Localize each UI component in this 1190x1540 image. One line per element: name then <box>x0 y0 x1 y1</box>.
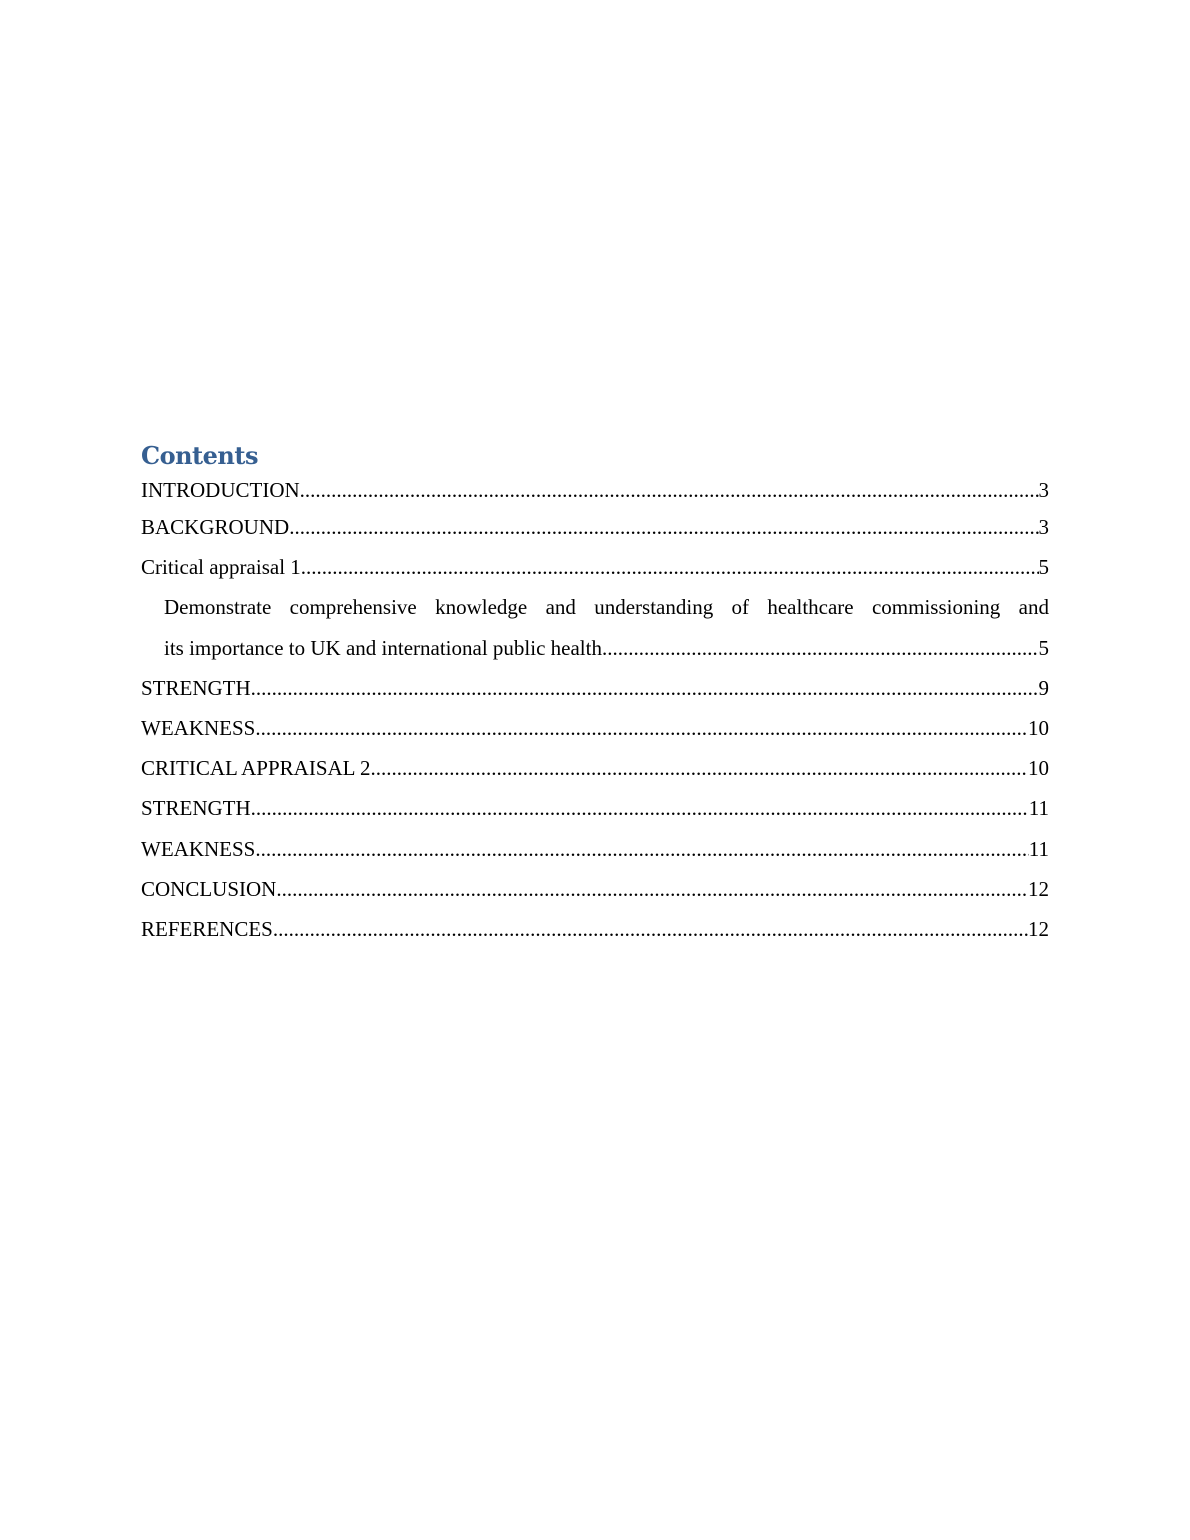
toc-entry-word: and <box>1018 595 1049 620</box>
toc-page-number: 9 <box>1038 675 1049 700</box>
toc-entry-word: and <box>545 595 576 620</box>
toc-entry-strength-1[interactable] <box>141 668 1049 708</box>
toc-dot-leader <box>273 909 1028 949</box>
toc-entry-word: Demonstrate <box>164 595 272 620</box>
toc-page-number: 3 <box>1038 515 1049 539</box>
toc-page-number: 5 <box>1038 555 1049 580</box>
toc-entry-label: WEAKNESS. <box>141 716 261 741</box>
toc-page-number: 3 <box>1038 478 1049 502</box>
toc-dot-leader <box>301 547 1039 587</box>
toc-entry-label-line1 <box>164 587 1049 627</box>
toc-entry-label: REFERENCES <box>141 917 273 942</box>
table-of-contents <box>141 440 1049 949</box>
toc-page-number: 10 <box>1028 756 1049 781</box>
toc-entry-label: BACKGROUND <box>141 515 290 539</box>
toc-entry-word: understanding <box>594 595 714 620</box>
toc-page-number: 11 <box>1028 796 1049 821</box>
toc-entry-label: CRITICAL APPRAISAL 2 <box>141 756 371 781</box>
toc-entry-label-line2: its importance to UK and international public health. <box>164 635 608 660</box>
toc-page-number: 10 <box>1028 716 1049 741</box>
toc-dot-leader <box>261 708 1028 748</box>
toc-entry-introduction[interactable] <box>141 474 1049 507</box>
toc-entry-label: CONCLUSION <box>141 876 277 901</box>
toc-entry-word: knowledge <box>435 595 528 620</box>
toc-entry-label: WEAKNESS. <box>141 836 261 861</box>
toc-entry-word: commissioning <box>871 595 1001 620</box>
toc-entry-label: STRENGTH. <box>141 675 256 700</box>
toc-dot-leader <box>607 628 1038 668</box>
toc-dot-leader <box>256 788 1029 828</box>
toc-dot-leader <box>256 668 1039 708</box>
toc-dot-leader <box>289 507 1038 547</box>
toc-page-number: 12 <box>1028 917 1049 942</box>
toc-page-number: 12 <box>1028 876 1049 901</box>
toc-entry-background[interactable] <box>141 507 1049 547</box>
toc-entry-label: Critical appraisal 1 <box>141 555 301 580</box>
toc-entry-weakness-1[interactable] <box>141 708 1049 748</box>
toc-entry-word: healthcare <box>767 595 854 620</box>
toc-dot-leader <box>300 474 1039 507</box>
toc-entry-word: of <box>731 595 750 620</box>
toc-dot-leader <box>370 748 1028 788</box>
toc-dot-leader <box>276 869 1028 909</box>
toc-entry-label: STRENGTH. <box>141 796 256 821</box>
toc-page-number: 11 <box>1028 836 1049 861</box>
toc-page-number: 5 <box>1038 635 1049 660</box>
toc-entry-critical-appraisal-2[interactable] <box>141 748 1049 788</box>
toc-entry-strength-2[interactable] <box>141 788 1049 828</box>
toc-entry-label: INTRODUCTION <box>141 478 300 502</box>
toc-dot-leader <box>261 829 1029 869</box>
toc-entry-references[interactable] <box>141 909 1049 949</box>
toc-entry-conclusion[interactable] <box>141 869 1049 909</box>
toc-entry-demonstrate-knowledge[interactable] <box>141 587 1049 667</box>
toc-entry-weakness-2[interactable] <box>141 829 1049 869</box>
toc-entry-critical-appraisal-1[interactable] <box>141 547 1049 587</box>
toc-entry-word: comprehensive <box>289 595 417 620</box>
toc-title: Contents <box>141 441 258 470</box>
